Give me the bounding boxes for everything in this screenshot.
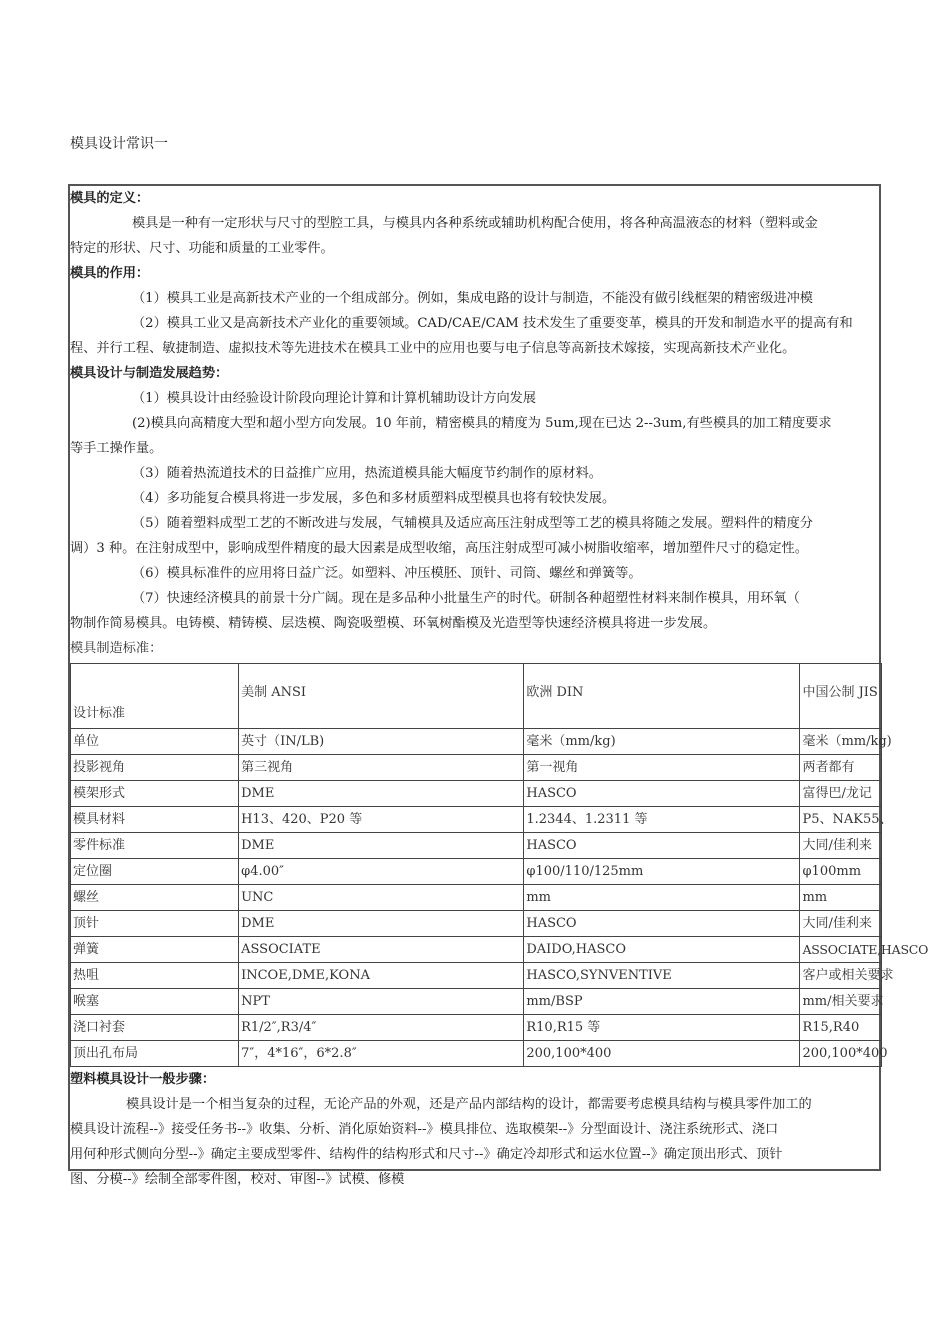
table-row	[71, 755, 882, 781]
table-cell: DAIDO,HASCO	[524, 937, 800, 963]
trends-line-5: （4）多功能复合模具将进一步发展，多色和多材质塑料成型模具也将有较快发展。	[132, 491, 616, 506]
trends-line-6: （5）随着塑料成型工艺的不断改进与发展，气辅模具及适应高压注射成型等工艺的模具将随之发展。塑料件的精度分	[132, 516, 813, 531]
table-row	[71, 911, 882, 937]
table-header-cell: 中国公制 JIS	[800, 664, 882, 729]
table-header-cell: 设计标准	[71, 664, 239, 729]
table-header-row	[71, 664, 882, 729]
role-line-3: 程、并行工程、敏捷制造、虚拟技术等先进技术在模具工业中的应用也要与电子信息等高新技术嫁接，实现高新技术产业化。	[70, 341, 796, 356]
trends-line-4: （3）随着热流道技术的日益推广应用，热流道模具能大幅度节约制作的原材料。	[132, 466, 602, 481]
steps-line-4: 图、分模--》绘制全部零件图，校对、审图--》试模、修模	[70, 1172, 405, 1187]
table-cell: DME	[239, 911, 524, 937]
table-row	[71, 859, 882, 885]
trends-line-9: （7）快速经济模具的前景十分广阔。现在是多品种小批量生产的时代。研制各种超塑性材料来制作模具，用环氧（	[132, 591, 800, 606]
table-cell: ASSOCIATE,HASCO	[800, 937, 882, 963]
table-cell: 顶针	[71, 911, 239, 937]
steps-heading: 塑料模具设计一般步骤：	[70, 1072, 216, 1087]
table-cell: 弹簧	[71, 937, 239, 963]
table-cell: 单位	[71, 729, 239, 755]
table-row	[71, 781, 882, 807]
table-cell: UNC	[239, 885, 524, 911]
trends-line-7: 调）3 种。在注射成型中，影响成型件精度的最大因素是成型收缩，高压注射成型可减小树脂收缩率，增加塑件尺寸的稳定性。	[70, 541, 808, 556]
table-cell: 第一视角	[524, 755, 800, 781]
table-cell: mm/BSP	[524, 989, 800, 1015]
table-row	[71, 1015, 882, 1041]
table-cell: 大同/佳利来	[800, 911, 882, 937]
table-cell: φ4.00″	[239, 859, 524, 885]
definition-heading: 模具的定义：	[70, 191, 150, 206]
table-cell: HASCO,SYNVENTIVE	[524, 963, 800, 989]
table-cell: 模具材料	[71, 807, 239, 833]
table-row	[71, 963, 882, 989]
trends-line-3: 等手工操作量。	[70, 441, 163, 456]
table-cell: mm	[800, 885, 882, 911]
role-heading: 模具的作用：	[70, 266, 150, 281]
table-cell: INCOE,DME,KONA	[239, 963, 524, 989]
trends-line-1: （1）模具设计由经验设计阶段向理论计算和计算机辅助设计方向发展	[132, 391, 537, 406]
table-cell: 毫米（mm/kg)	[800, 729, 882, 755]
table-cell: φ100/110/125mm	[524, 859, 800, 885]
table-cell: 两者都有	[800, 755, 882, 781]
table-row	[71, 729, 882, 755]
table-cell: 螺丝	[71, 885, 239, 911]
table-row	[71, 937, 882, 963]
table-cell: R1/2″,R3/4″	[239, 1015, 524, 1041]
table-cell: 大同/佳利来	[800, 833, 882, 859]
table-header-cell: 美制 ANSI	[239, 664, 524, 729]
table-cell: HASCO	[524, 833, 800, 859]
table-cell: 浇口衬套	[71, 1015, 239, 1041]
table-cell: ASSOCIATE	[239, 937, 524, 963]
table-cell: R15,R40	[800, 1015, 882, 1041]
table-cell: 模架形式	[71, 781, 239, 807]
table-header-cell: 欧洲 DIN	[524, 664, 800, 729]
document-body	[70, 186, 950, 1187]
table-cell: 毫米（mm/kg)	[524, 729, 800, 755]
table-cell: 第三视角	[239, 755, 524, 781]
definition-line-2: 特定的形状、尺寸、功能和质量的工业零件。	[70, 241, 334, 256]
table-cell: HASCO	[524, 781, 800, 807]
steps-line-3: 用何种形式侧向分型--》确定主要成型零件、结构件的结构形式和尺寸--》确定冷却形式和运水位置--》确定顶出形式、顶针	[70, 1147, 783, 1162]
steps-line-1: 模具设计是一个相当复杂的过程，无论产品的外观，还是产品内部结构的设计，都需要考虑模具结构与模具零件加工的	[126, 1097, 812, 1112]
table-cell: 富得巴/龙记	[800, 781, 882, 807]
role-line-1: （1）模具工业是高新技术产业的一个组成部分。例如，集成电路的设计与制造，不能没有做引线框架的精密级进冲模	[132, 291, 813, 306]
standards-table	[70, 663, 929, 1067]
trends-line-8: （6）模具标准件的应用将日益广泛。如塑料、冲压模胚、顶针、司筒、螺丝和弹簧等。	[132, 566, 642, 581]
table-cell: 200,100*400	[524, 1041, 800, 1067]
table-cell: 7″，4*16″，6*2.8″	[239, 1041, 524, 1067]
trends-line-2: (2)模具向高精度大型和超小型方向发展。10 年前，精密模具的精度为 5um,现在已达 2--3um,有些模具的加工精度要求	[132, 416, 832, 431]
table-cell: 英寸（IN/LB)	[239, 729, 524, 755]
table-cell: 1.2344、1.2311 等	[524, 807, 800, 833]
table-cell: DME	[239, 833, 524, 859]
standards-heading: 模具制造标准：	[70, 641, 163, 656]
table-cell: NPT	[239, 989, 524, 1015]
table-cell: HASCO	[524, 911, 800, 937]
definition-line-1: 模具是一种有一定形状与尺寸的型腔工具，与模具内各种系统或辅助机构配合使用，将各种高温液态的材料（塑料或金	[132, 216, 818, 231]
table-cell: 零件标准	[71, 833, 239, 859]
table-cell: 客户或相关要求	[800, 963, 882, 989]
table-cell: R10,R15 等	[524, 1015, 800, 1041]
table-cell: DME	[239, 781, 524, 807]
table-row	[71, 885, 882, 911]
table-cell: 200,100*400	[800, 1041, 882, 1067]
role-line-2: （2）模具工业又是高新技术产业化的重要领域。CAD/CAE/CAM 技术发生了重要变革，模具的开发和制造水平的提高有和	[132, 316, 853, 331]
table-cell: H13、420、P20 等	[239, 807, 524, 833]
table-cell: φ100mm	[800, 859, 882, 885]
document-title: 模具设计常识一	[70, 136, 168, 152]
table-row	[71, 833, 882, 859]
table-cell: 喉塞	[71, 989, 239, 1015]
table-row	[71, 1041, 882, 1067]
table-cell: mm/相关要求	[800, 989, 882, 1015]
trends-line-10: 物制作简易模具。电铸模、精铸模、层迭模、陶瓷吸塑模、环氧树酯模及光造型等快速经济模具将进一步发展。	[70, 616, 717, 631]
table-cell: mm	[524, 885, 800, 911]
table-cell: 顶出孔布局	[71, 1041, 239, 1067]
table-row	[71, 989, 882, 1015]
table-cell: P5、NAK55、	[800, 807, 882, 833]
table-cell: 热咀	[71, 963, 239, 989]
table-row	[71, 807, 882, 833]
trends-heading: 模具设计与制造发展趋势：	[70, 366, 229, 381]
table-cell: 投影视角	[71, 755, 239, 781]
steps-line-2: 模具设计流程--》接受任务书--》收集、分析、消化原始资料--》模具排位、选取模架--》分型面设计、浇注系统形式、浇口	[70, 1122, 779, 1137]
table-cell: 定位圈	[71, 859, 239, 885]
